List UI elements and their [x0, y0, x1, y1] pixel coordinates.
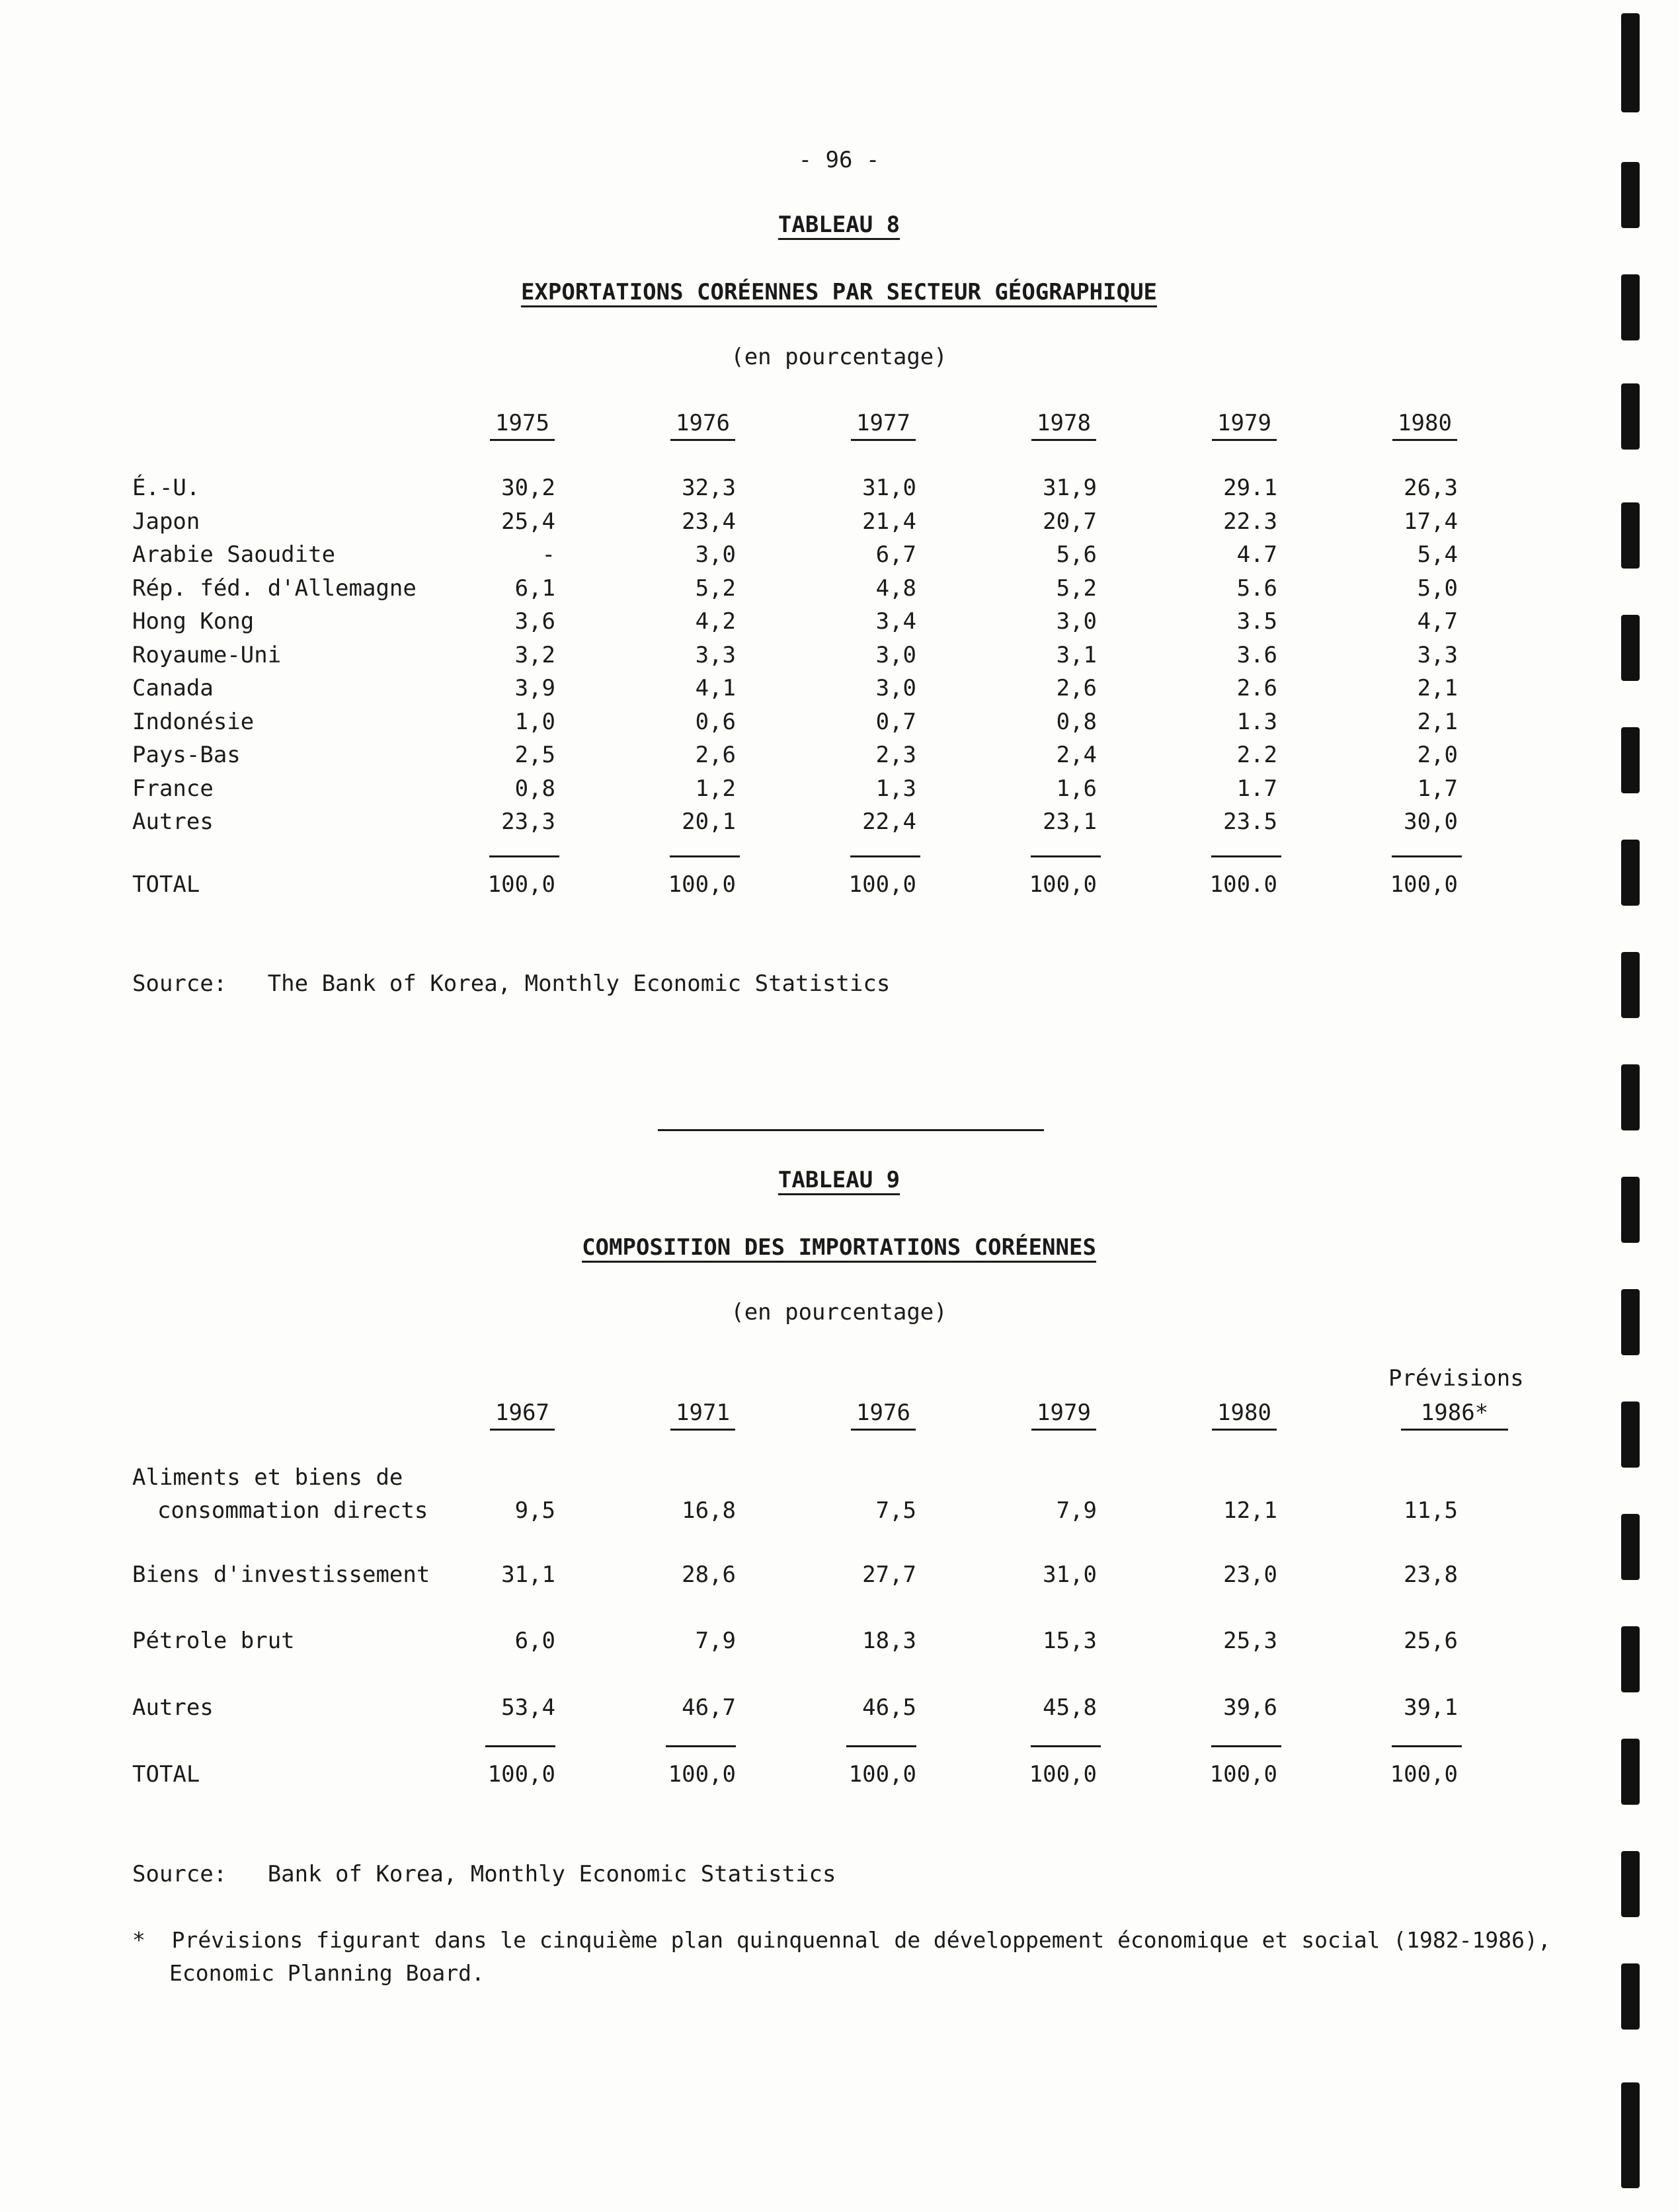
- cell-value: 53,4: [501, 1694, 555, 1721]
- cell-value: 4,8: [875, 575, 916, 602]
- cell-value: 3,0: [875, 675, 916, 701]
- cell-value: 6,7: [875, 541, 916, 568]
- cell-value: 12,1: [1223, 1497, 1277, 1524]
- column-header: 1975: [490, 410, 555, 441]
- cell-value: 7,9: [1056, 1497, 1097, 1524]
- cell-value: 3,4: [875, 608, 916, 635]
- cell-value: 23.5: [1223, 809, 1277, 835]
- cell-value: 28,6: [682, 1561, 736, 1588]
- cell-value: 100,0: [1390, 1761, 1458, 1788]
- cell-value: 0,8: [514, 775, 555, 802]
- cell-value: 5.6: [1236, 575, 1277, 602]
- row-label: Pétrole brut: [132, 1628, 295, 1654]
- table-9-label: TABLEAU 9: [778, 1167, 900, 1193]
- cell-value: -: [541, 541, 555, 568]
- cell-value: 6,0: [514, 1628, 555, 1654]
- column-header: 1986*: [1401, 1400, 1508, 1431]
- cell-value: 100.0: [1209, 871, 1277, 898]
- column-header: 1978: [1031, 410, 1096, 441]
- cell-value: 23,0: [1223, 1561, 1277, 1588]
- column-header: 1979: [1031, 1400, 1096, 1431]
- cell-value: 3,0: [1056, 608, 1097, 635]
- table-9-title: COMPOSITION DES IMPORTATIONS CORÉENNES: [582, 1234, 1096, 1261]
- cell-value: 4,2: [695, 608, 736, 635]
- cell-value: 46,5: [862, 1694, 916, 1721]
- cell-value: 1,7: [1417, 775, 1458, 802]
- row-label: Autres: [132, 809, 214, 835]
- cell-value: 1.3: [1236, 709, 1277, 735]
- cell-value: 100,0: [1390, 871, 1458, 898]
- cell-value: 5,4: [1417, 541, 1458, 568]
- column-header: 1980: [1212, 1400, 1277, 1431]
- cell-value: 39,6: [1223, 1694, 1277, 1721]
- cell-value: 21,4: [862, 508, 916, 535]
- row-label: TOTAL: [132, 1761, 200, 1788]
- cell-value: 31,0: [1043, 1561, 1097, 1588]
- cell-value: 3,3: [1417, 642, 1458, 668]
- cell-value: 31,9: [1043, 475, 1097, 501]
- cell-value: 2,6: [1056, 675, 1097, 701]
- row-label: Aliments et biens de: [132, 1464, 403, 1491]
- column-header: 1979: [1212, 410, 1277, 441]
- row-label: Arabie Saoudite: [132, 541, 336, 568]
- cell-value: 3,2: [514, 642, 555, 668]
- table-8-title: EXPORTATIONS CORÉENNES PAR SECTEUR GÉOGRAPHIQUE: [520, 279, 1158, 305]
- column-header: 1976: [851, 1400, 916, 1431]
- row-label: Hong Kong: [132, 608, 255, 635]
- cell-value: 5,6: [1056, 541, 1097, 568]
- cell-value: 100,0: [668, 871, 736, 898]
- cell-value: 23,1: [1043, 809, 1097, 835]
- table-8-label: TABLEAU 8: [778, 212, 900, 238]
- cell-value: 3,1: [1056, 642, 1097, 668]
- cell-value: 3.5: [1236, 608, 1277, 635]
- cell-value: 100,0: [668, 1761, 736, 1788]
- cell-value: 26,3: [1404, 475, 1458, 501]
- cell-value: 2,4: [1056, 742, 1097, 768]
- cell-value: 20,7: [1043, 508, 1097, 535]
- cell-value: 1.7: [1236, 775, 1277, 802]
- cell-value: 16,8: [682, 1497, 736, 1524]
- cell-value: 3,0: [695, 541, 736, 568]
- cell-value: 31,0: [862, 475, 916, 501]
- cell-value: 100,0: [848, 1761, 916, 1788]
- row-label: Royaume-Uni: [132, 642, 282, 668]
- column-header: 1967: [490, 1400, 555, 1431]
- table-8-source: Source: The Bank of Korea, Monthly Economic Statistics: [132, 970, 891, 997]
- column-header: 1977: [851, 410, 916, 441]
- cell-value: 6,1: [514, 575, 555, 602]
- cell-value: 3.6: [1236, 642, 1277, 668]
- cell-value: 4.7: [1236, 541, 1277, 568]
- cell-value: 100,0: [487, 871, 555, 898]
- cell-value: 3,3: [695, 642, 736, 668]
- cell-value: 7,5: [875, 1497, 916, 1524]
- cell-value: 23,3: [501, 809, 555, 835]
- cell-value: 4,7: [1417, 608, 1458, 635]
- cell-value: 5,2: [695, 575, 736, 602]
- cell-value: 23,4: [682, 508, 736, 535]
- cell-value: 29.1: [1223, 475, 1277, 501]
- cell-value: 100,0: [487, 1761, 555, 1788]
- cell-value: 2.6: [1236, 675, 1277, 701]
- row-label: France: [132, 775, 214, 802]
- cell-value: 17,4: [1404, 508, 1458, 535]
- cell-value: 11,5: [1404, 1497, 1458, 1524]
- cell-value: 100,0: [1029, 871, 1097, 898]
- page-number: - 96 -: [798, 147, 880, 173]
- cell-value: 18,3: [862, 1628, 916, 1654]
- table-9-footnote-continued: Economic Planning Board.: [169, 1960, 485, 1986]
- cell-value: 5,0: [1417, 575, 1458, 602]
- cell-value: 46,7: [682, 1694, 736, 1721]
- cell-value: 15,3: [1043, 1628, 1097, 1654]
- cell-value: 100,0: [1029, 1761, 1097, 1788]
- cell-value: 25,6: [1404, 1628, 1458, 1654]
- cell-value: 25,4: [501, 508, 555, 535]
- table-9-footnote: * Prévisions figurant dans le cinquième plan quinquennal de développement économique et social (1982-1986),: [132, 1927, 1551, 1953]
- cell-value: 4,1: [695, 675, 736, 701]
- cell-value: 32,3: [682, 475, 736, 501]
- cell-value: 30,2: [501, 475, 555, 501]
- cell-value: 3,6: [514, 608, 555, 635]
- cell-value: 0,6: [695, 709, 736, 735]
- section-divider: [658, 1129, 1044, 1131]
- cell-value: 7,9: [695, 1628, 736, 1654]
- cell-value: 31,1: [501, 1561, 555, 1588]
- cell-value: 1,0: [514, 709, 555, 735]
- row-label: É.-U.: [132, 475, 200, 501]
- cell-value: 20,1: [682, 809, 736, 835]
- cell-value: 23,8: [1404, 1561, 1458, 1588]
- cell-value: 0,8: [1056, 709, 1097, 735]
- cell-value: 1,2: [695, 775, 736, 802]
- cell-value: 3,0: [875, 642, 916, 668]
- column-header: 1971: [670, 1400, 735, 1431]
- cell-value: 2,1: [1417, 675, 1458, 701]
- row-label: Japon: [132, 508, 200, 535]
- cell-value: 22,4: [862, 809, 916, 835]
- cell-value: 25,3: [1223, 1628, 1277, 1654]
- cell-value: 22.3: [1223, 508, 1277, 535]
- table-9-unit: (en pourcentage): [731, 1299, 947, 1325]
- table-9-source: Source: Bank of Korea, Monthly Economic Statistics: [132, 1861, 836, 1887]
- row-label: Biens d'investissement: [132, 1561, 430, 1588]
- cell-value: 1,3: [875, 775, 916, 802]
- column-header-prefix: Prévisions: [1388, 1365, 1524, 1392]
- cell-value: 2,1: [1417, 709, 1458, 735]
- cell-value: 1,6: [1056, 775, 1097, 802]
- row-label: Pays-Bas: [132, 742, 241, 768]
- row-label: Rép. féd. d'Allemagne: [132, 575, 417, 602]
- cell-value: 2,5: [514, 742, 555, 768]
- cell-value: 30,0: [1404, 809, 1458, 835]
- row-label: TOTAL: [132, 871, 200, 898]
- row-label: Autres: [132, 1694, 214, 1721]
- cell-value: 39,1: [1404, 1694, 1458, 1721]
- cell-value: 45,8: [1043, 1694, 1097, 1721]
- cell-value: 2,3: [875, 742, 916, 768]
- row-label: Canada: [132, 675, 214, 701]
- cell-value: 100,0: [848, 871, 916, 898]
- table-8-unit: (en pourcentage): [731, 344, 947, 370]
- cell-value: 2.2: [1236, 742, 1277, 768]
- column-header: 1980: [1392, 410, 1457, 441]
- row-label: consommation directs: [157, 1497, 428, 1524]
- cell-value: 3,9: [514, 675, 555, 701]
- cell-value: 100,0: [1209, 1761, 1277, 1788]
- row-label: Indonésie: [132, 709, 255, 735]
- column-header: 1976: [670, 410, 735, 441]
- cell-value: 9,5: [514, 1497, 555, 1524]
- cell-value: 0,7: [875, 709, 916, 735]
- cell-value: 2,6: [695, 742, 736, 768]
- cell-value: 27,7: [862, 1561, 916, 1588]
- cell-value: 5,2: [1056, 575, 1097, 602]
- cell-value: 2,0: [1417, 742, 1458, 768]
